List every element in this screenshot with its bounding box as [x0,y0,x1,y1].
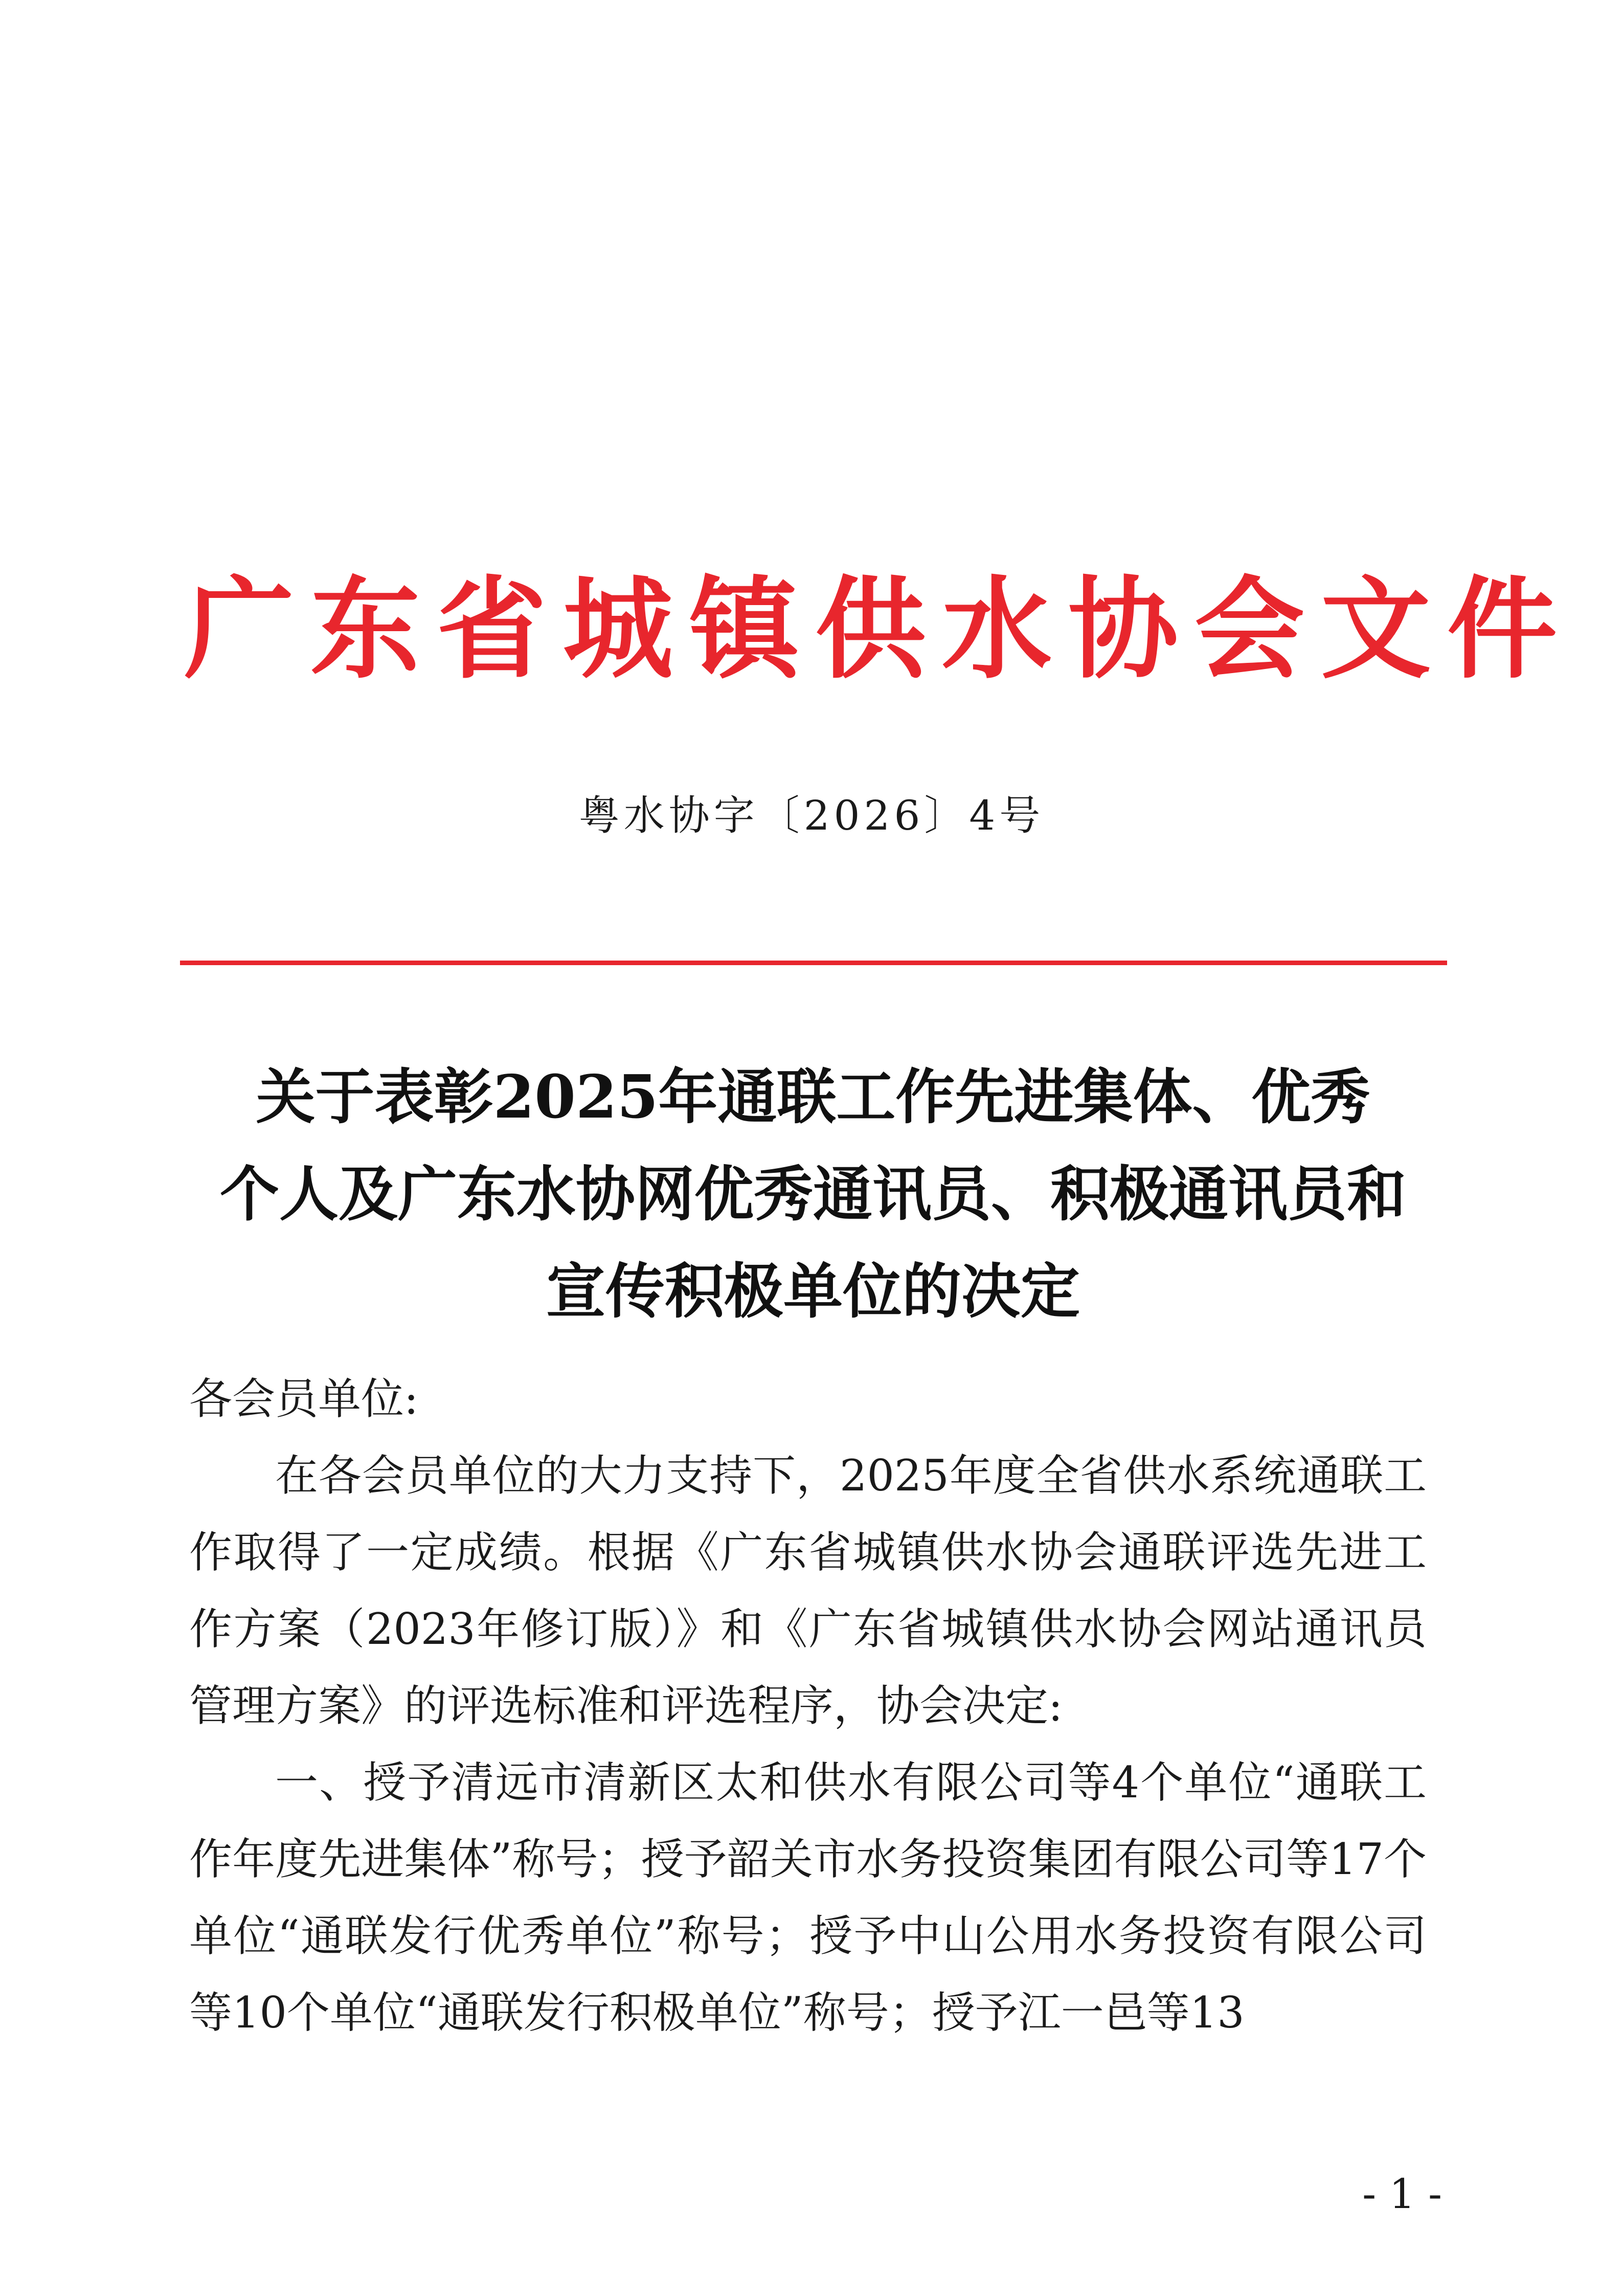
title-line: 个人及广东水协网优秀通讯员、积极通讯员和 [220,1160,1406,1229]
body-paragraph: 一、授予清远市清新区太和供水有限公司等4个单位“通联工作年度先进集体”称号；授予韶关市水务投资集团有限公司等17个单位“通联发行优秀单位”称号；授予中山公用水务投资有限公司等10个单位“通联发行积极单位”称号；授予江一邑等13 [189,1757,1427,2038]
red-divider-line [180,961,1447,965]
document-body [189,1361,1427,2051]
salutation: 各会员单位: [189,1374,419,1424]
title-line: 宣传积极单位的决定 [546,1257,1080,1326]
page-number: - 1 - [1362,2170,1442,2218]
document-title [184,1049,1442,1340]
title-line: 关于表彰2025年通联工作先进集体、优秀 [256,1062,1370,1132]
masthead-title: 广东省城镇供水协会文件 [184,564,1573,694]
document-number: 粤水协字〔2026〕4号 [578,792,1045,839]
body-paragraph: 在各会员单位的大力支持下，2025年度全省供水系统通联工作取得了一定成绩。根据《广东省城镇供水协会通联评选先进工作方案（2023年修订版）》和《广东省城镇供水协会网站通讯员管理方案》的评选标准和评选程序，协会决定: [189,1451,1427,1731]
